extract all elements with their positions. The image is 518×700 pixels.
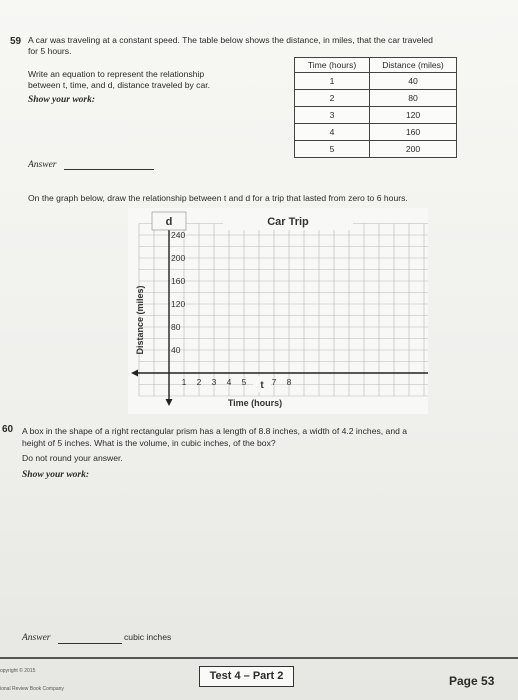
- answer-label-59: Answer: [28, 160, 57, 170]
- answer-unit-60: cubic inches: [124, 632, 172, 642]
- y-variable-label: d: [165, 216, 173, 228]
- graph-instruction: On the graph below, draw the relationship between t and d for a trip that lasted from zero to 6 hours.: [28, 193, 408, 203]
- table-row: [295, 73, 457, 90]
- x-tick-label: 8: [286, 377, 292, 387]
- y-tick-label: 160: [171, 276, 186, 286]
- x-tick-label: 7: [271, 377, 277, 387]
- x-tick-label: 5: [241, 377, 247, 387]
- question-59-task-cont: between t, time, and d, distance traveled by car.: [28, 80, 211, 90]
- footer-rule: [0, 657, 518, 659]
- x-variable-label: t: [260, 380, 264, 391]
- x-tick-label: 2: [196, 377, 202, 387]
- table-row: [295, 90, 457, 107]
- car-trip-graph[interactable]: [128, 208, 428, 414]
- y-tick-label: 120: [171, 299, 186, 309]
- table-row: [295, 107, 457, 124]
- table-row: [295, 141, 457, 158]
- answer-label-60: Answer: [22, 633, 51, 643]
- y-tick-label: 40: [171, 345, 181, 355]
- distance-table: [294, 57, 457, 158]
- question-59-prompt: A car was traveling at a constant speed. The table below shows the distance, in miles, that the car traveled: [28, 35, 433, 45]
- x-tick-label: 4: [226, 377, 232, 387]
- table-header-distance: Distance (miles): [370, 58, 457, 73]
- question-60-number: 60: [2, 424, 14, 435]
- test-part-label: Test 4 – Part 2: [199, 666, 294, 687]
- x-axis-label: Time (hours): [227, 398, 283, 408]
- table-cell: 1: [295, 73, 370, 90]
- table-header-time: Time (hours): [295, 58, 370, 73]
- table-cell: 5: [295, 141, 370, 158]
- x-tick-label: 1: [181, 377, 187, 387]
- y-tick-label: 240: [171, 230, 186, 240]
- page-number: Page 53: [449, 674, 495, 688]
- table-cell: 200: [370, 141, 457, 158]
- table-cell: 2: [295, 90, 370, 107]
- table-cell: 3: [295, 107, 370, 124]
- x-tick-label: 3: [211, 377, 217, 387]
- table-row: [295, 124, 457, 141]
- question-59-prompt-cont: for 5 hours.: [28, 46, 72, 56]
- show-work-label-60: Show your work:: [22, 470, 90, 480]
- question-60-line1: A box in the shape of a right rectangular prism has a length of 8.8 inches, a width of 4.2 inches, and a: [22, 426, 408, 436]
- y-axis-label: Distance (miles): [135, 285, 145, 355]
- footer-copyright: opyright © 2015: [0, 668, 36, 674]
- question-59-number: 59: [10, 36, 22, 47]
- graph-title: Car Trip: [267, 216, 309, 228]
- y-tick-label: 80: [171, 322, 181, 332]
- question-60-line3: Do not round your answer.: [22, 453, 123, 463]
- question-59-task: Write an equation to represent the relationship: [28, 69, 205, 79]
- table-cell: 4: [295, 124, 370, 141]
- table-cell: 40: [370, 73, 457, 90]
- question-60-line2: height of 5 inches. What is the volume, in cubic inches, of the box?: [22, 438, 276, 448]
- table-cell: 120: [370, 107, 457, 124]
- table-cell: 80: [370, 90, 457, 107]
- y-tick-label: 200: [171, 253, 186, 263]
- answer-line-59[interactable]: [64, 169, 154, 170]
- answer-line-60[interactable]: [58, 643, 122, 644]
- show-work-label-59: Show your work:: [28, 95, 96, 105]
- table-cell: 160: [370, 124, 457, 141]
- footer-publisher: ional Review Book Company: [0, 686, 64, 692]
